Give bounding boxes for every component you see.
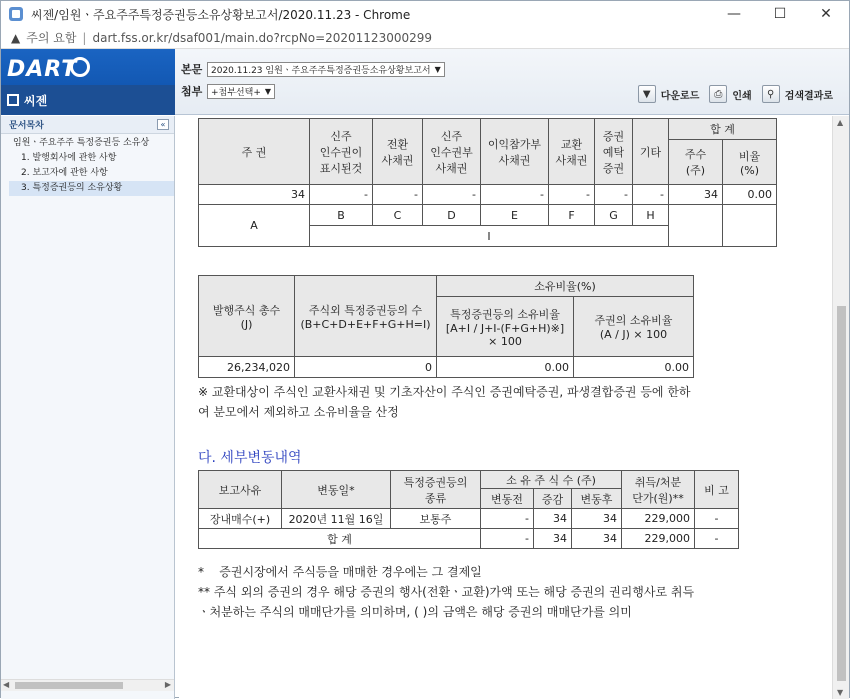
value-total-shares: 34 bbox=[669, 185, 723, 205]
header-ratio-stock: 주권의 소유비율 (A / J) × 100 bbox=[574, 297, 694, 357]
url-text[interactable]: dart.fss.or.kr/dsaf001/main.do?rcpNo=20201123000299 bbox=[92, 30, 433, 45]
scroll-up-icon[interactable]: ▲ bbox=[837, 118, 844, 127]
company-bar bbox=[1, 85, 175, 115]
total-row: 합 계 - 34 34 229,000 - bbox=[199, 529, 739, 549]
report-content bbox=[179, 116, 832, 699]
toc-tree bbox=[1, 134, 174, 196]
cheombu-row bbox=[181, 83, 275, 99]
close-button[interactable]: ✕ bbox=[820, 6, 832, 22]
warning-icon[interactable]: ▲ bbox=[11, 30, 21, 45]
header-after: 변동후 bbox=[572, 489, 622, 509]
chevron-down-icon: ▼ bbox=[434, 64, 441, 74]
header-total-ratio: 비율 (%) bbox=[723, 140, 777, 185]
dart-logo[interactable]: DART bbox=[7, 57, 78, 82]
maximize-button[interactable]: ☐ bbox=[773, 6, 787, 22]
header-shares-owned: 소 유 주 식 수 (주) bbox=[481, 471, 622, 489]
header-price: 취득/처분 단가(원)** bbox=[622, 471, 695, 509]
ownership-ratio-table: 발행주식 총수 (J) 주식외 특정증권등의 수 (B+C+D+E+F+G+H=I) 소유비율(%) 특정증권등의 소유비율 [A+I / J+I-(F+G+H)※] × 100 주권의 소유비율 (A / J) × 100 26,234,020 0 0.00 0.00 bbox=[198, 275, 694, 378]
bonmun-select[interactable]: 2020.11.23 임원ㆍ주요주주특정증권등소유상황보고서 ▼ bbox=[207, 62, 445, 77]
dart-header bbox=[1, 49, 849, 115]
printer-icon: ⎙ bbox=[709, 85, 727, 103]
sidebar-horizontal-scrollbar[interactable] bbox=[1, 679, 174, 691]
cheombu-select[interactable]: +첨부선택+ ▼ bbox=[207, 84, 275, 99]
value-a: 34 bbox=[199, 185, 310, 205]
download-icon: ▼ bbox=[638, 85, 656, 103]
header-other-securities: 주식외 특정증권등의 수 (B+C+D+E+F+G+H=I) bbox=[295, 276, 437, 357]
header-c6: 증권 예탁 증권 bbox=[595, 119, 633, 185]
header-before: 변동전 bbox=[481, 489, 534, 509]
header-c2: 전환 사채권 bbox=[373, 119, 423, 185]
title-bar bbox=[1, 1, 849, 27]
toc-item-holdings[interactable]: 3. 특정증권등의 소유상황 bbox=[9, 181, 174, 196]
section-title: 다. 세부변동내역 bbox=[198, 450, 302, 466]
security-warning[interactable]: 주의 요함 bbox=[26, 31, 77, 45]
company-name: 씨젠 bbox=[24, 93, 48, 108]
bonmun-row bbox=[181, 61, 445, 77]
toc-item-issuer[interactable]: 1. 발행회사에 관한 사항 bbox=[21, 153, 117, 163]
address-bar[interactable]: ▲ 주의 요함 | dart.fss.or.kr/dsaf001/main.do?rcpNo=20201123000299 bbox=[1, 27, 849, 49]
header-total-shares: 주수 (주) bbox=[669, 140, 723, 185]
footnote-settlement: * 증권시장에서 주식등을 매매한 경우에는 그 결제일 bbox=[198, 565, 482, 579]
header-reason: 보고사유 bbox=[199, 471, 282, 509]
print-button[interactable]: ⎙ 인쇄 bbox=[709, 85, 751, 103]
header-note: 비 고 bbox=[695, 471, 739, 509]
value-total-ratio: 0.00 bbox=[723, 185, 777, 205]
vertical-scrollbar[interactable] bbox=[832, 116, 849, 699]
header-c3: 신주 인수권부 사채권 bbox=[423, 119, 481, 185]
cheombu-label: 첨부 bbox=[181, 85, 203, 98]
scroll-right-icon[interactable]: ▶ bbox=[164, 680, 171, 689]
table-row: 장내매수(+) 2020년 11월 16일 보통주 - 34 34 229,000 - bbox=[199, 509, 739, 529]
scrollbar-thumb[interactable] bbox=[15, 682, 123, 689]
company-icon bbox=[7, 94, 19, 106]
toc-item-reporter[interactable]: 2. 보고자에 관한 사항 bbox=[21, 168, 108, 178]
app-icon bbox=[9, 7, 23, 21]
minimize-button[interactable]: — bbox=[727, 6, 741, 22]
toc-item-root[interactable]: 임원ㆍ주요주주 특정증권등 소유상 bbox=[13, 138, 150, 148]
header-total: 합 계 bbox=[669, 119, 777, 140]
dart-logo-mark-icon bbox=[70, 57, 90, 77]
download-button[interactable]: ▼ 다운로드 bbox=[638, 85, 700, 103]
header-c1: 신주 인수권이 표시된것 bbox=[310, 119, 373, 185]
magnifier-icon: ⚲ bbox=[762, 85, 780, 103]
header-c5: 교환 사채권 bbox=[549, 119, 595, 185]
ratio-footnote: ※ 교환대상이 주식인 교환사채권 및 기초자산이 주식인 증권예탁증권, 파생결합증권 등에 한하여 분모에서 제외하고 소유비율을 산정 bbox=[198, 385, 691, 419]
toc-title: 문서목차 bbox=[9, 121, 44, 131]
header-ownership-ratio: 소유비율(%) bbox=[437, 276, 694, 297]
footnote-price: ** 주식 외의 증권의 경우 해당 증권의 행사(전환ㆍ교환)가액 또는 해당 증권의 권리행사로 취득ㆍ처분하는 주식의 매매단가를 의미하며, ( )의 금액은 해당 증권의 매매단가를 의미 bbox=[198, 585, 695, 619]
collapse-sidebar-button[interactable]: « bbox=[157, 119, 169, 130]
header-stock: 주 권 bbox=[199, 119, 310, 185]
holdings-table: 주 권 신주 인수권이 표시된것 전환 사채권 신주 인수권부 사채권 이익참가부 사채권 교환 사채권 증권 예탁 증권 기타 합 계 주수 (주) 비율 (%) 34 - - - - - - - 34 0.00 A B C D E F G H I bbox=[198, 118, 777, 247]
scrollbar-thumb[interactable] bbox=[837, 306, 846, 681]
search-results-button[interactable]: ⚲ 검색결과로 bbox=[762, 85, 833, 103]
document-toc-sidebar bbox=[1, 116, 175, 699]
header-change: 증감 bbox=[534, 489, 572, 509]
scroll-down-icon[interactable]: ▼ bbox=[837, 688, 844, 697]
bonmun-label: 본문 bbox=[181, 63, 203, 76]
scroll-left-icon[interactable]: ◀ bbox=[3, 680, 10, 689]
chevron-down-icon: ▼ bbox=[264, 86, 272, 96]
window-title: 씨젠/임원ㆍ주요주주특정증권등소유상황보고서/2020.11.23 - Chrome bbox=[31, 7, 411, 22]
header-kind: 특정증권등의 종류 bbox=[391, 471, 481, 509]
toolbar bbox=[628, 85, 833, 103]
header-c4: 이익참가부 사채권 bbox=[481, 119, 549, 185]
header-shares-total: 발행주식 총수 (J) bbox=[199, 276, 295, 357]
header-ratio-specified: 특정증권등의 소유비율 [A+I / J+I-(F+G+H)※] × 100 bbox=[437, 297, 574, 357]
change-details-table bbox=[198, 470, 739, 549]
header-date: 변동일* bbox=[282, 471, 391, 509]
header-c7: 기타 bbox=[633, 119, 669, 185]
